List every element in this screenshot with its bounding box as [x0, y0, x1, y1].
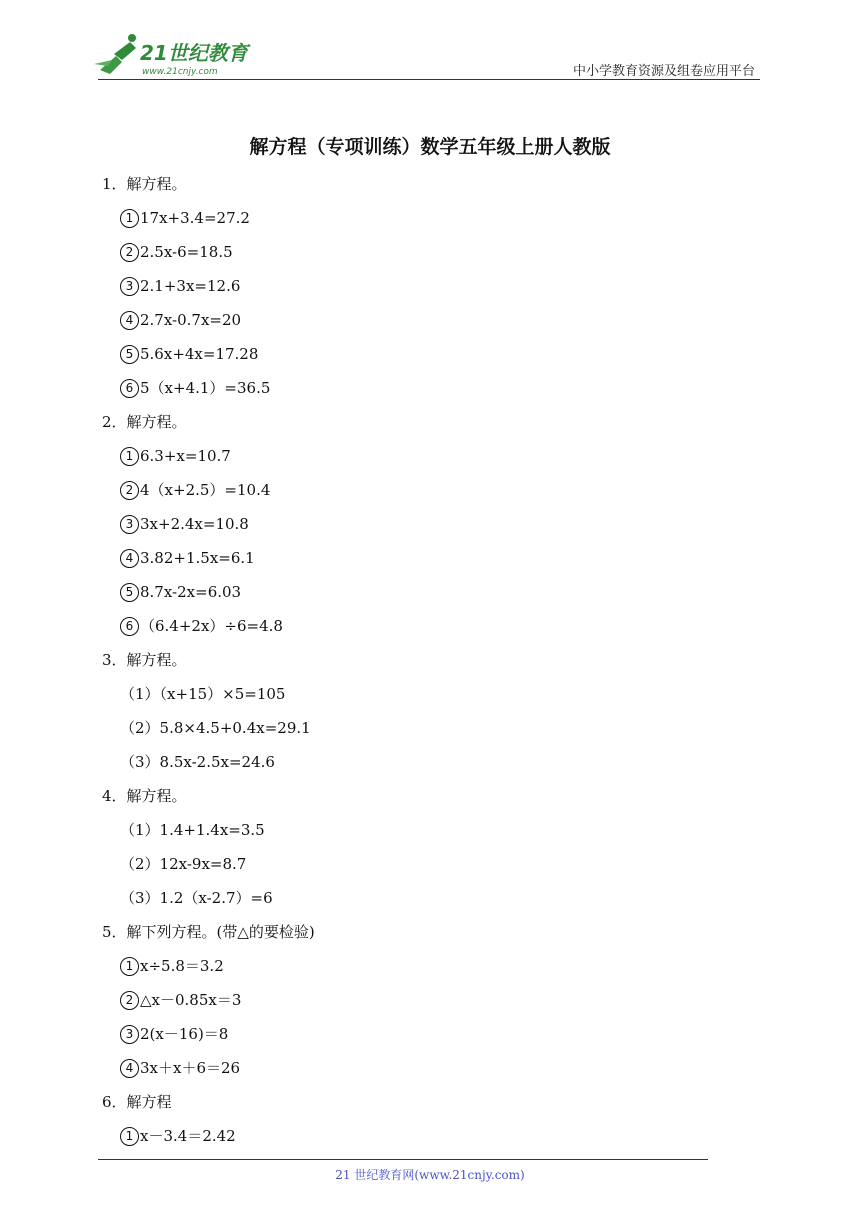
- equation-text: （1）（x+15）×5=105: [120, 685, 286, 703]
- question-2: [102, 410, 762, 638]
- equation-text: （6.4+2x）÷6=4.8: [140, 617, 283, 635]
- circled-number: 2: [120, 481, 139, 500]
- equation-text: 3x＋x＋6＝26: [140, 1059, 241, 1077]
- equation-item: [102, 682, 762, 706]
- equation-text: 5.6x+4x=17.28: [140, 345, 259, 363]
- equation-text: （1）1.4+1.4x=3.5: [120, 821, 265, 839]
- circled-number: 4: [120, 549, 139, 568]
- question-heading: 4．解方程。: [102, 787, 187, 805]
- equation-text: 6.3+x=10.7: [140, 447, 231, 465]
- equation-text: 4（x+2.5）=10.4: [140, 481, 271, 499]
- page-header: [0, 0, 860, 90]
- page-title: 解方程（专项训练）数学五年级上册人教版: [249, 136, 611, 158]
- equation-item: [102, 512, 762, 536]
- circled-number: 2: [120, 243, 139, 262]
- question-3: [102, 648, 762, 774]
- question-heading: 2．解方程。: [102, 413, 187, 431]
- equation-text: （3）1.2（x-2.7）=6: [120, 889, 273, 907]
- equation-text: （2）12x-9x=8.7: [120, 855, 247, 873]
- equation-item: [102, 988, 762, 1012]
- circled-number: 3: [120, 277, 139, 296]
- header-tagline: 中小学教育资源及组卷应用平台: [572, 64, 755, 79]
- equation-item: [102, 240, 762, 264]
- equation-item: [102, 1124, 762, 1148]
- question-list: [102, 172, 762, 1158]
- circled-number: 3: [120, 515, 139, 534]
- question-heading: 5．解下列方程。(带△的要检验): [102, 923, 315, 941]
- equation-item: [102, 852, 762, 876]
- equation-item: [102, 1022, 762, 1046]
- equation-text: △x－0.85x＝3: [140, 991, 242, 1009]
- equation-text: 17x+3.4=27.2: [140, 209, 250, 227]
- question-1: [102, 172, 762, 400]
- circled-number: 1: [120, 1127, 139, 1146]
- equation-item: [102, 546, 762, 570]
- equation-text: x－3.4＝2.42: [140, 1127, 236, 1145]
- equation-text: 3x+2.4x=10.8: [140, 515, 249, 533]
- logo-url: www.21cnjy.com: [142, 67, 218, 77]
- equation-text: （3）8.5x-2.5x=24.6: [120, 753, 275, 771]
- equation-item: [102, 444, 762, 468]
- circled-number: 5: [120, 583, 139, 602]
- equation-item: [102, 376, 762, 400]
- equation-text: 2(x－16)＝8: [140, 1025, 229, 1043]
- equation-text: 5（x+4.1）=36.5: [140, 379, 271, 397]
- equation-text: 8.7x-2x=6.03: [140, 583, 242, 601]
- equation-text: 2.7x-0.7x=20: [140, 311, 242, 329]
- equation-item: [102, 342, 762, 366]
- equation-item: [102, 614, 762, 638]
- circled-number: 4: [120, 311, 139, 330]
- equation-item: [102, 818, 762, 842]
- equation-item: [102, 954, 762, 978]
- circled-number: 5: [120, 345, 139, 364]
- equation-text: x÷5.8＝3.2: [140, 957, 224, 975]
- question-heading: 3．解方程。: [102, 651, 187, 669]
- equation-item: [102, 580, 762, 604]
- circled-number: 1: [120, 209, 139, 228]
- equation-item: [102, 716, 762, 740]
- equation-text: 2.1+3x=12.6: [140, 277, 241, 295]
- circled-number: 6: [120, 379, 139, 398]
- question-heading: 6．解方程: [102, 1093, 172, 1111]
- equation-item: [102, 478, 762, 502]
- equation-item: [102, 274, 762, 298]
- footer-text: 21 世纪教育网(www.21cnjy.com): [335, 1168, 525, 1182]
- runner-icon: [94, 34, 136, 74]
- circled-number: 2: [120, 991, 139, 1010]
- equation-item: [102, 308, 762, 332]
- circled-number: 6: [120, 617, 139, 636]
- question-4: [102, 784, 762, 910]
- circled-number: 4: [120, 1059, 139, 1078]
- logo: [92, 30, 262, 78]
- circled-number: 1: [120, 447, 139, 466]
- circled-number: 1: [120, 957, 139, 976]
- equation-item: [102, 206, 762, 230]
- question-heading: 1．解方程。: [102, 175, 187, 193]
- equation-item: [102, 1056, 762, 1080]
- equation-text: （2）5.8×4.5+0.4x=29.1: [120, 719, 311, 737]
- question-6: [102, 1090, 762, 1148]
- circled-number: 3: [120, 1025, 139, 1044]
- equation-text: 2.5x-6=18.5: [140, 243, 233, 261]
- equation-item: [102, 750, 762, 774]
- equation-text: 3.82+1.5x=6.1: [140, 549, 255, 567]
- header-divider: [98, 79, 760, 80]
- logo-text: 21世纪教育: [140, 41, 248, 65]
- equation-item: [102, 886, 762, 910]
- question-5: [102, 920, 762, 1080]
- footer-divider: [98, 1159, 708, 1160]
